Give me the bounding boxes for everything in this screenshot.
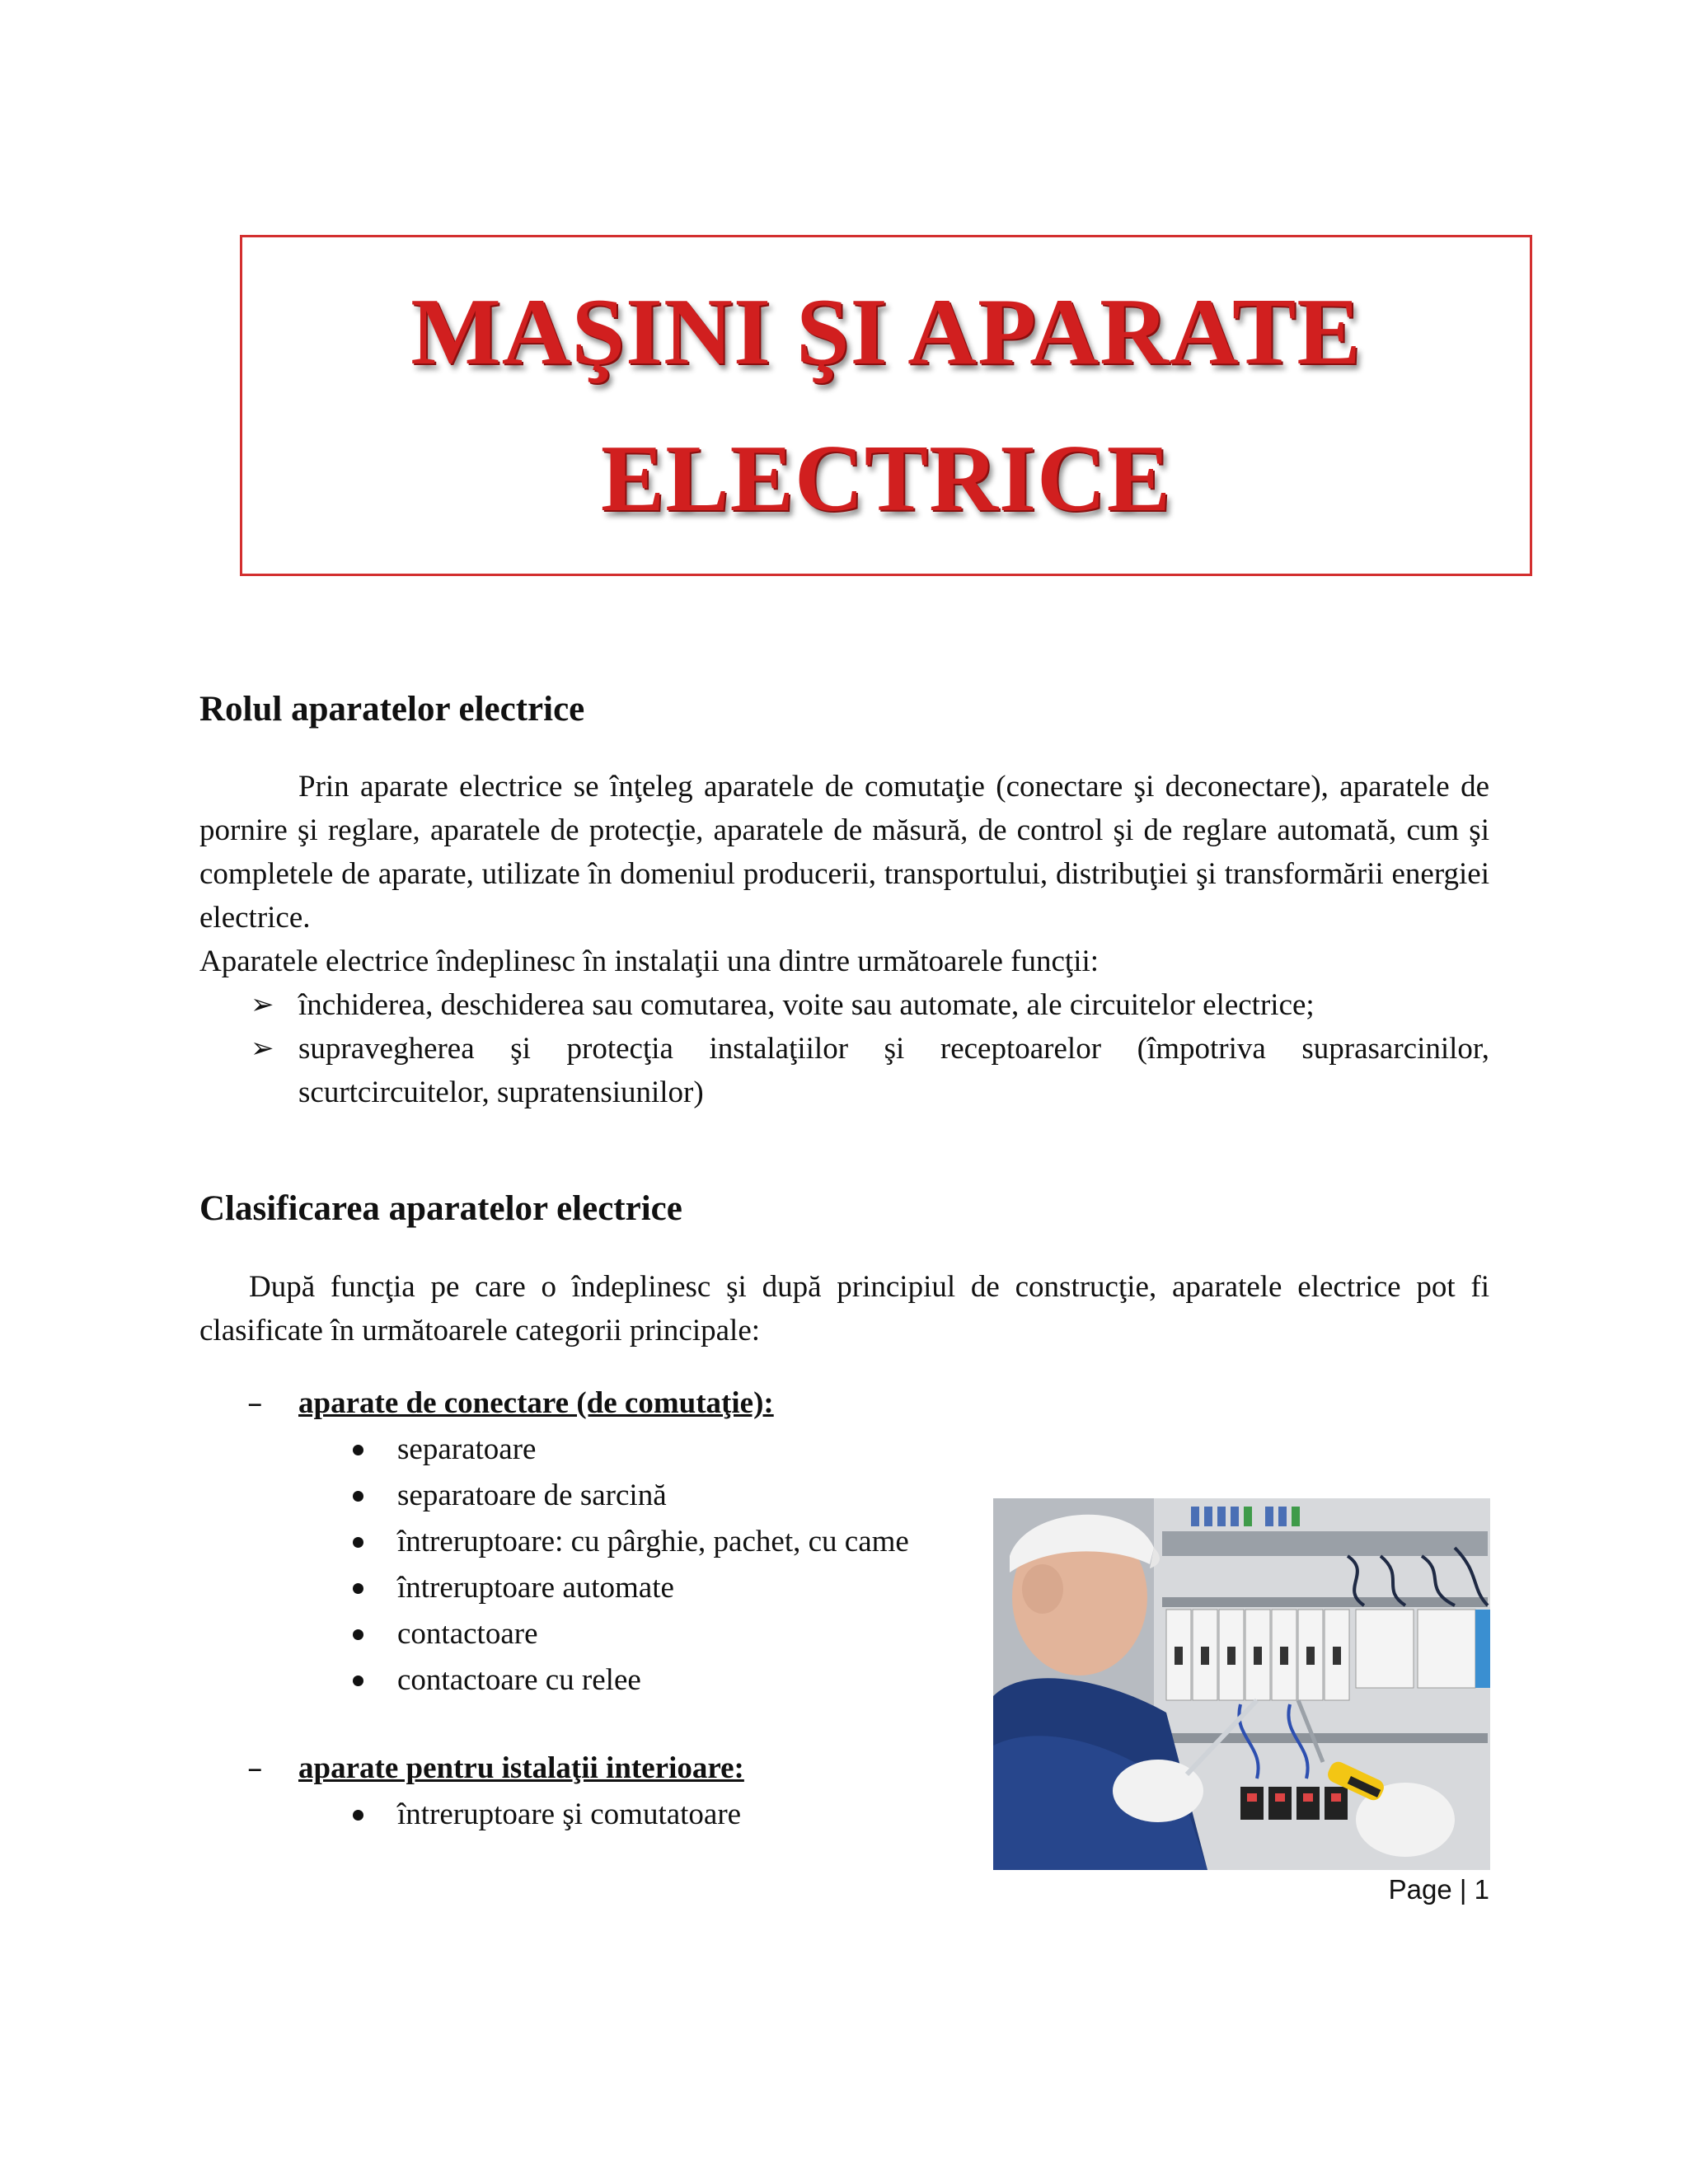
bullet-dot-icon [353,1583,363,1594]
document-title-line-2: ELECTRICE [600,426,1172,532]
item-text: separatoare de sarcină [397,1479,667,1512]
section-classification-body [199,1265,1489,1352]
bullet-dot-icon [353,1491,363,1502]
category-label: aparate pentru istalaţii interioare: [298,1751,744,1785]
electrician-photo [993,1498,1490,1870]
functions-intro: Aparatele electrice îndeplinesc în instalaţii una dintre următoarele funcţii: [199,944,1100,978]
section-heading-role: Rolul aparatelor electrice [199,690,585,729]
category-label: aparate de conectare (de comutaţie): [298,1386,774,1420]
bullet-dot-icon [353,1445,363,1455]
section-heading-classification: Clasificarea aparatelor electrice [199,1189,682,1228]
item-text: separatoare [397,1432,537,1466]
list-item [346,1519,909,1565]
item-text: contactoare cu relee [397,1663,641,1697]
item-text: întreruptoare şi comutatoare [397,1797,742,1831]
bullet-dot-icon [353,1675,363,1686]
page-number: Page | 1 [1388,1874,1489,1905]
functions-list [199,983,1489,1114]
role-paragraph: Prin aparate electrice se înţeleg aparatele de comutaţie (conectare şi deconectare), aparatele de pornire şi reglare, aparatele de protecţie, aparatele de măsură, de control şi de reglare automată, cum şi completele de aparate, utilizate în domeniul producerii, transportului, distribuţiei şi transformării energiei electrice. [199,770,1489,935]
section-role-body [199,765,1489,1114]
item-text: contactoare [397,1617,538,1651]
list-item [346,1565,909,1611]
dash-bullet-icon: – [247,1750,263,1786]
document-title-box [240,235,1532,576]
category-items-interior [346,1792,741,1838]
list-item [346,1473,909,1519]
bullet-dot-icon [353,1537,363,1548]
item-text: întreruptoare: cu pârghie, pachet, cu came [397,1525,909,1558]
list-item [346,1427,909,1473]
arrow-bullet-icon: ➢ [251,988,274,1021]
bullet-dot-icon [353,1629,363,1640]
bullet-dot-icon [353,1810,363,1821]
electrician-illustration [993,1498,1490,1870]
function-text: închiderea, deschiderea sau comutarea, voite sau automate, ale circuitelor electrice; [298,988,1315,1022]
function-text: supravegherea şi protecţia instalaţiilor şi receptoarelor (împotriva suprasarcinilor, scurtcircuitelor, supratensiunilor) [298,1032,1489,1109]
list-item [346,1792,741,1838]
dash-bullet-icon: – [247,1385,263,1421]
classification-paragraph: După funcţia pe care o îndeplinesc şi după principiul de construcţie, aparatele electrice pot fi clasificate în următoarele categorii principale: [199,1270,1489,1347]
list-item [199,983,1489,1027]
arrow-bullet-icon: ➢ [251,1032,274,1065]
document-title-line-1: MAŞINI ŞI APARATE [410,279,1362,385]
category-items-switching [346,1427,909,1704]
list-item [346,1657,909,1704]
list-item [199,1027,1489,1114]
list-item [346,1611,909,1657]
item-text: întreruptoare automate [397,1571,674,1605]
